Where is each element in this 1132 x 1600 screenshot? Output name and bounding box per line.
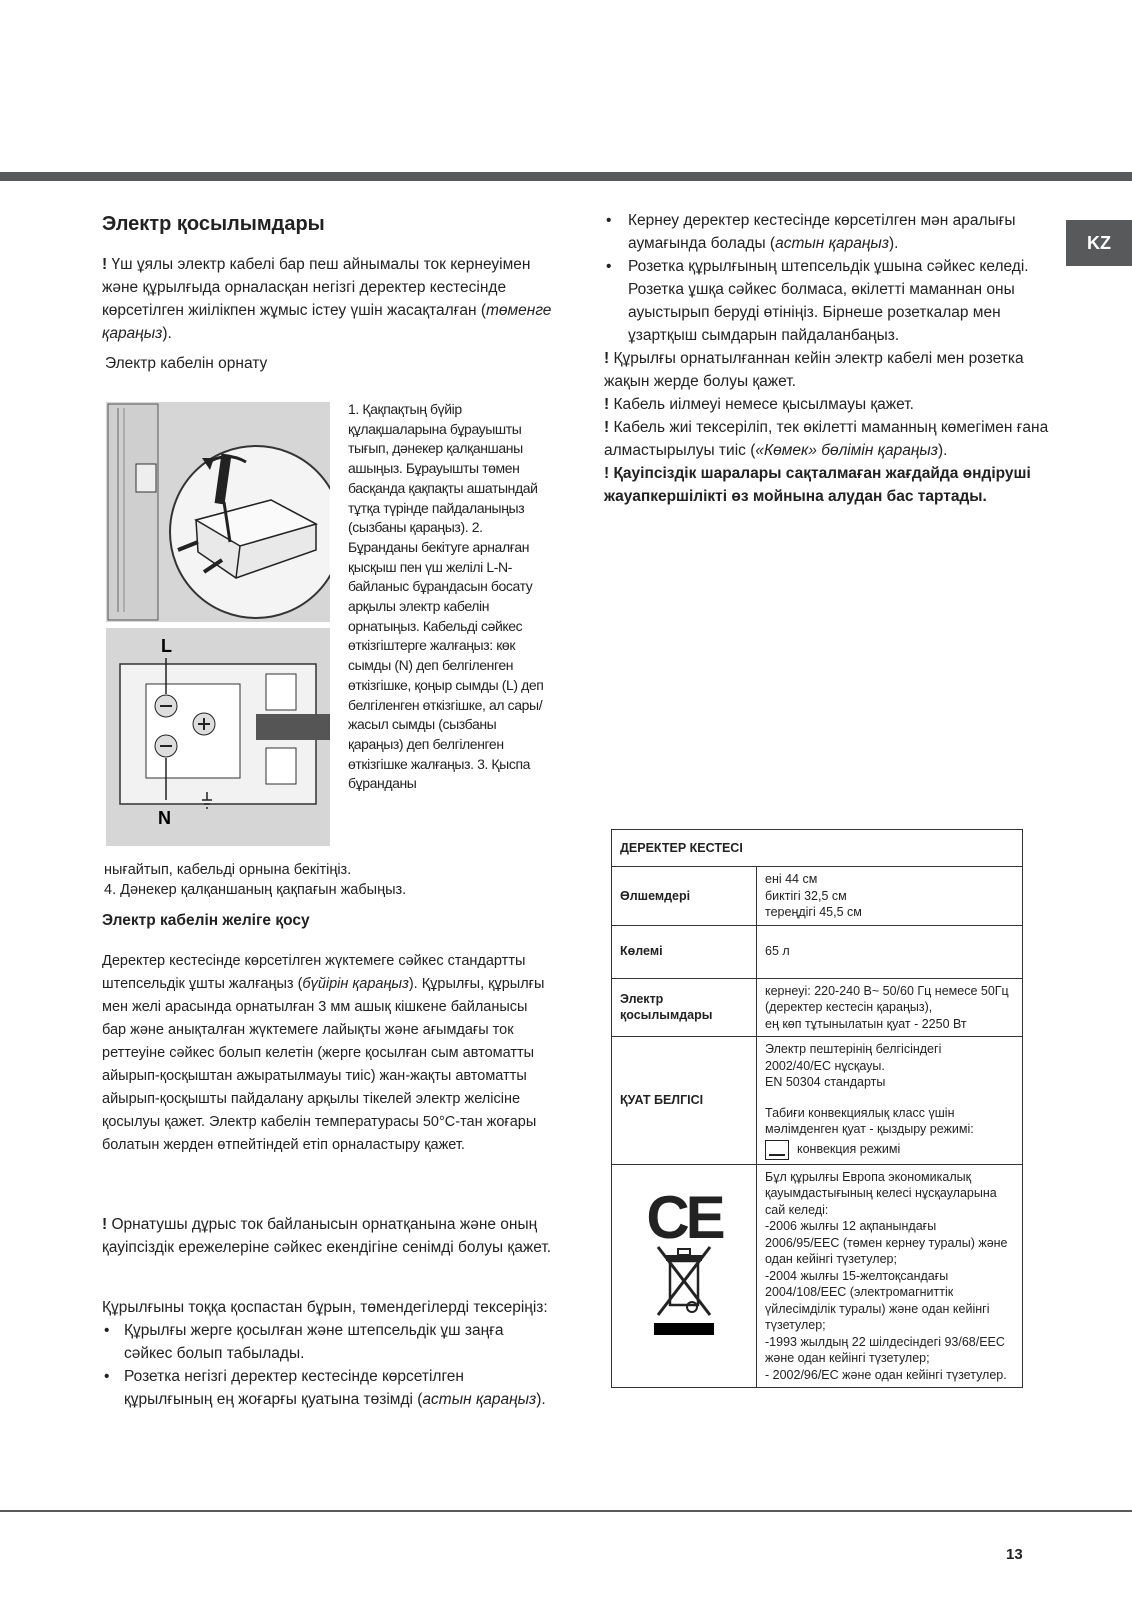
check-item: • Құрылғы жерге қосылған және штепсельдік ұш заңға сәйкес болып табылады. — [102, 1319, 552, 1365]
safety-warning: ! Қауіпсіздік шаралары сақталмаған жағдайда өндіруші жауапкершілікті өз мойнына алудан бас тартады. — [604, 465, 1031, 505]
weee-bin-icon — [652, 1241, 716, 1337]
intro-paragraph: ! Үш ұялы электр кабелі бар пеш айнымалы ток кернеуімен және құрылғыда орналасқан негізгі деректер кестесінде көрсетілген жиілікпен жұмыс істеу үшін жасақталған (төменге қараңыз). — [102, 256, 552, 342]
page-number: 13 — [1006, 1546, 1023, 1563]
figure-terminal-wiring — [106, 628, 330, 846]
table-row: CE Бұл құрылғы Европа экономикалық қауымдастығының келесі нұсқауларына сай келеді: -2006 жылғы 12 ақпанындағы 2006/95/EEC (төмен кернеу туралы) және одан кейінгі түзетулер; -2004 жылғы 15-желтоқсандағы 2004/108/EEC (электромагниттік үйлесімділік туралы) және одан кейінгі түзетулер; -1993 жылдың 22 шілдесіндегі 93/68/EEC және одан кейінгі түзетулер; - 2002/96/EC және одан кейінгі түзетулер. — [612, 1164, 1023, 1388]
requirement-item: • Розетка құрылғының штепсельдік ұшына сәйкес келеді. Розетка ұшқа сәйкес болмаса, өкілетті маманнан оны ауыстырып беруді өтініңіз. Бірнеше розеткалар мен ұзартқыш сымдарын пайдаланбаңыз. — [604, 255, 1054, 347]
check-item: • Розетка негізгі деректер кестесінде көрсетілген құрылғының ең жоғарғы қуатына төзімді (астын қараңыз). — [102, 1365, 552, 1411]
fig-label-L: L — [161, 636, 172, 656]
data-table — [611, 829, 1023, 1388]
ce-mark-icon: CE — [646, 1184, 722, 1252]
table-header: ДЕРЕКТЕР КЕСТЕСІ — [612, 830, 1023, 867]
install-steps: 1. Қақпақтың бүйір құлақшаларына бұрауышты тығып, дәнекер қалқаншаны ашыңыз. Бұрауышты төмен басқанда қақпақты ашатындай тұтқа түрінде пайдаланыңыз (сызбаны қараңыз). 2. Бұранданы бекітуге арналған қысқыш пен үш желілі L-N- байланыс бұрандасын босату арқылы электр кабелін орнатыңыз. Кабельді сәйкес өткізгіштерге жалғаңыз: көк сымды (N) деп белгіленген өткізгішке, қоңыр сымды (L) деп белгіленген өткізгішке, ал сары/жасыл сымды (сызбаны қараңыз) деп белгіленген өткізгішке жалғаңыз. 3. Қыспа бұранданы — [348, 401, 544, 792]
convection-icon — [765, 1140, 789, 1160]
right-column-text — [604, 209, 1054, 508]
note: ! Кабель жиі тексеріліп, тек өкілетті маманның көмегімен ғана алмастырылуы тиіс («Көмек» бөлімін қараңыз). — [604, 419, 1049, 459]
table-row: Электр қосылымдары кернеуі: 220-240 В~ 50/60 Гц немесе 50Гц (деректер кестесін қараңыз), ең көп тұтынылатын қуат - 2250 Вт — [612, 978, 1023, 1037]
install-steps-continued: нығайтып, кабельді орнына бекітіңіз. 4. Дәнекер қалқаншаның қақпағын жабыңыз. — [104, 862, 407, 898]
language-tab: KZ — [1066, 220, 1132, 266]
section-title: Электр қосылымдары — [102, 213, 325, 235]
note: ! Құрылғы орнатылғаннан кейін электр кабелі мен розетка жақын жерде болуы қажет. — [604, 350, 1024, 390]
connect-paragraph: Деректер кестесінде көрсетілген жүктемеге сәйкес стандартты штепсельдік ұшты жалғаңыз (бүйірін қараңыз). Құрылғы, құрылғы мен желі арасында орнатылған 3 мм ашық кішкене байланысы бар және анықталған жүктемеге лайықты және ағымдағы ток реттеуіне сәйкес болып келетін (жерге қосылған сым автоматты айырып-қосқыштан ажыратылмауы тиіс) жан-жақты автоматты айырып-қосқышты пайдалану арқылы тікелей электр желісіне қосылуы қажет. Электр кабелін температурасы 50°C-тан жоғары болатын жерден өтпейтіндей етіп орналастыру қажет. — [102, 953, 545, 1153]
bottom-rule — [0, 1510, 1132, 1512]
table-row: Көлемі 65 л — [612, 925, 1023, 978]
fig-label-N: N — [158, 808, 171, 828]
table-row: Өлшемдері ені 44 см биктігі 32,5 см тереңдігі 45,5 см — [612, 867, 1023, 926]
installer-note: ! Орнатушы дұрыс ток байланысын орнатқанына және оның қауіпсіздік ережелеріне сәйкес екендігіне сенімді болуы қажет. — [102, 1216, 552, 1256]
table-row: ҚУАТ БЕЛГІСІ Электр пештерінің белгісіндегі 2002/40/EC нұсқауы. EN 50304 стандарты Табиғи конвекциялық класс үшін мәлімденген қуат - қыздыру режимі: конвекция режимі — [612, 1037, 1023, 1165]
note: ! Кабель иілмеуі немесе қысылмауы қажет. — [604, 396, 914, 413]
requirement-item: • Кернеу деректер кестесінде көрсетілген мән аралығы аумағында болады (астын қараңыз). — [604, 209, 1054, 255]
install-heading: Электр кабелін орнату — [105, 355, 268, 372]
figure-open-terminal-cover — [106, 402, 330, 622]
connect-heading: Электр кабелін желіге қосу — [102, 912, 310, 929]
top-rule — [0, 172, 1132, 181]
pre-connection-checks: Құрылғыны тоққа қоспастан бұрын, төмендегілерді тексеріңіз: • Құрылғы жерге қосылған және штепсельдік ұш заңға сәйкес болып табылады. • Розетка негізгі деректер кестесінде көрсетілген құрылғының ең жоғарғы қуатына төзімді (астын қараңыз). — [102, 1296, 552, 1411]
